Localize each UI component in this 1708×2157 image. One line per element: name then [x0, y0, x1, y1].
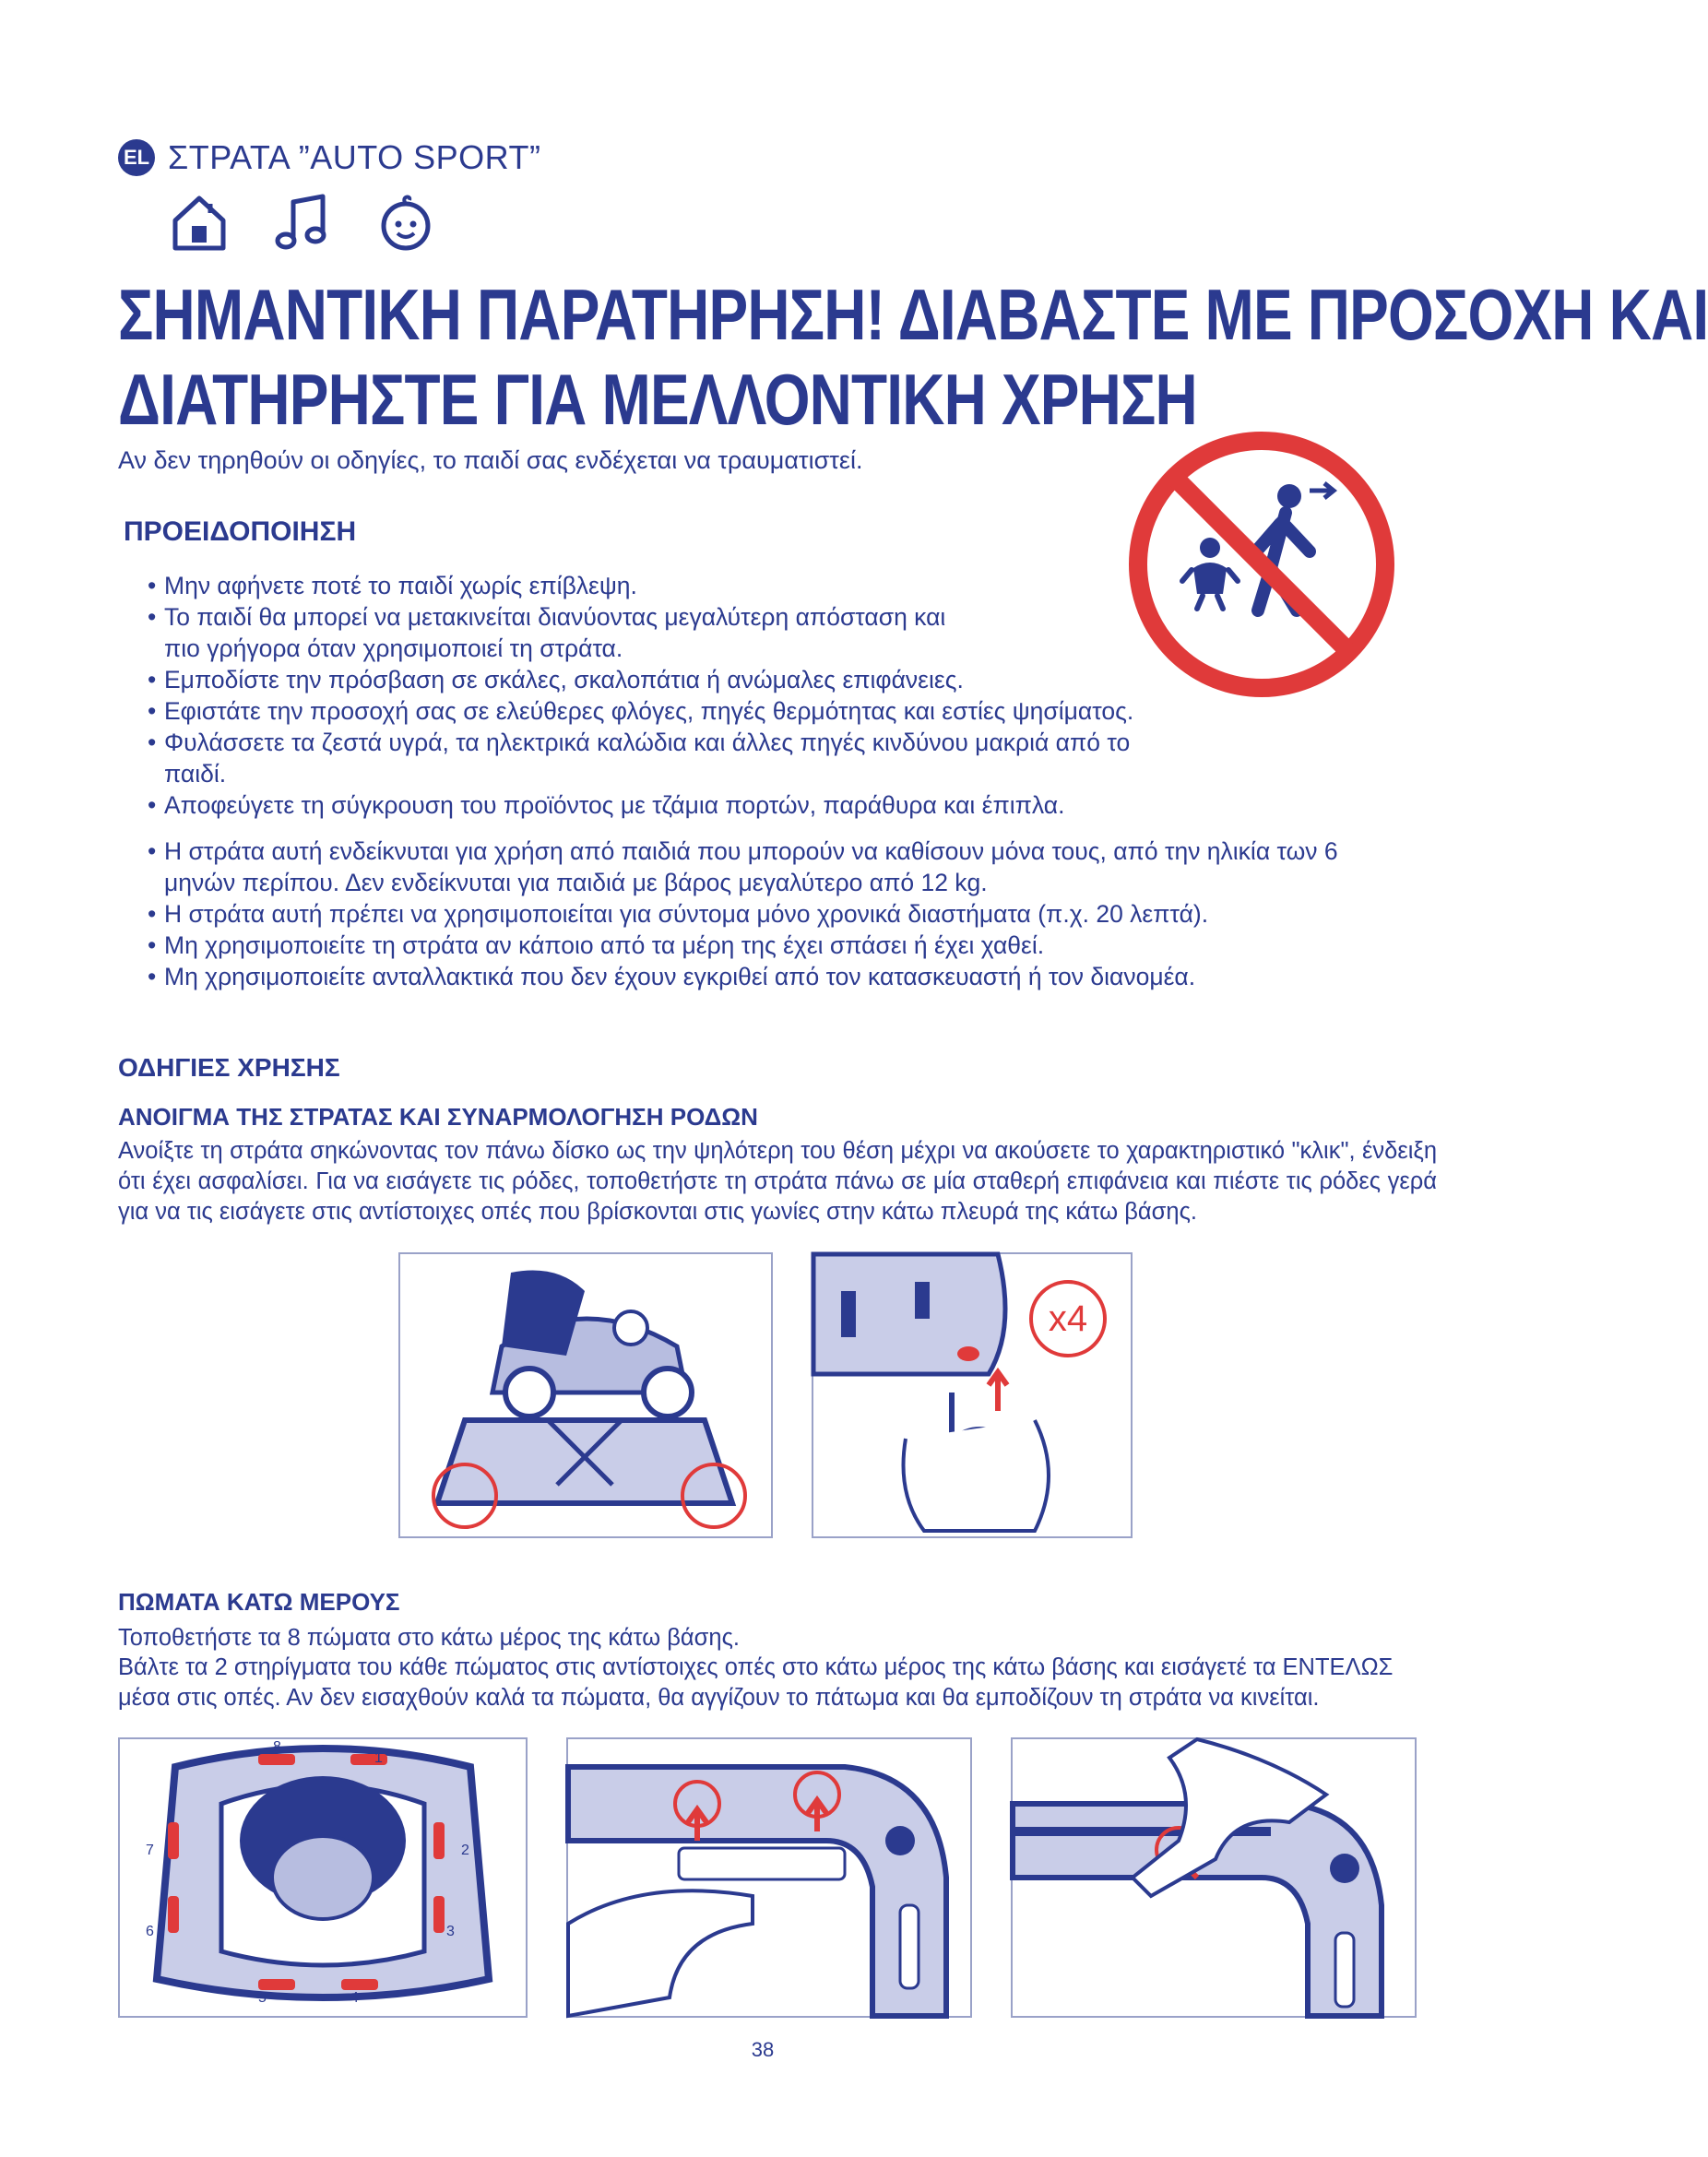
- list-item: • Φυλάσσετε τα ζεστά υγρά, τα ηλεκτρικά καλώδια και άλλες πηγές κινδύνου μακριά από το παιδί.: [148, 727, 1162, 789]
- list-item: • Αποφεύγετε τη σύγκρουση του προϊόντος με τζάμια πορτών, παράθυρα και έπιπλα.: [148, 789, 1162, 821]
- product-title: ΣΤΡΑΤΑ ”AUTO SPORT”: [168, 138, 541, 176]
- cap-number: 7: [146, 1843, 154, 1858]
- cap-number: 3: [446, 1924, 455, 1939]
- baby-face-icon: [373, 189, 439, 255]
- cap-insertion-illustration: [568, 1739, 970, 2016]
- opening-text: Ανοίξτε τη στράτα σηκώνοντας τον πάνω δίσκο ως την ψηλότερη του θέση μέχρι να ακούσετε το χαρακτηριστικό "κλικ", ένδειξη ότι έχει ασφαλίσει. Για να εισάγετε τις ρόδες, τοποθετήστε τη στράτα πάνω σε μία σταθερή επιφάνεια και πιέστε τις ρόδες γερά για να τις εισάγετε στις αντίστοιχες οπές που βρίσκονται στις γωνίες στην κάτω πλευρά της κάτω βάσης.: [118, 1138, 1437, 1225]
- opening-heading: ΑΝΟΙΓΜΑ ΤΗΣ ΣΤΡΑΤΑΣ ΚΑΙ ΣΥΝΑΡΜΟΛΟΓΗΣΗ ΡΟΔΩΝ: [118, 1103, 758, 1131]
- list-item: • Η στράτα αυτή πρέπει να χρησιμοποιείται για σύντομα μόνο χρονικά διαστήματα (π.χ. 20 λεπτά).: [148, 898, 1402, 930]
- main-title: [118, 272, 1708, 442]
- caps-text-2: Βάλτε τα 2 στηρίγματα του κάθε πώματος στις αντίστοιχες οπές στο κάτω μέρος της κάτω βάσης και εισάγετέ τα ΕΝΤΕΛΩΣ μέσα στις οπές. Αν δεν εισαχθούν καλά τα πώματα, θα αγγίζουν το πάτωμα και θα εμποδίζουν τη στράτα να κινείται.: [118, 1654, 1394, 1711]
- cap-pressing-figure: [1011, 1737, 1417, 2018]
- walker-assembly-figure: [398, 1252, 773, 1538]
- caps-heading: ΠΩΜΑΤΑ ΚΑΤΩ ΜΕΡΟΥΣ: [118, 1588, 400, 1616]
- cap-insertion-figure: [566, 1737, 972, 2018]
- cap-number: 6: [146, 1924, 154, 1939]
- list-item: • Μην αφήνετε ποτέ το παιδί χωρίς επίβλεψη.: [148, 570, 1162, 601]
- caps-text-1: Τοποθετήστε τα 8 πώματα στο κάτω μέρος της κάτω βάσης.: [118, 1625, 740, 1651]
- list-item: • Εμποδίστε την πρόσβαση σε σκάλες, σκαλοπάτια ή ανώμαλες επιφάνειες.: [148, 664, 1162, 695]
- no-unattended-child-icon: [1127, 430, 1396, 699]
- cap-number: 4: [350, 1990, 359, 2006]
- warning-list-2: [148, 836, 1402, 992]
- language-badge: EL: [118, 139, 155, 176]
- list-item: • Η στράτα αυτή ενδείκνυται για χρήση από παιδιά που μπορούν να καθίσουν μόνα τους, από την ηλικία των 6 μηνών περίπου. Δεν ενδείκνυται για παιδιά με βάρος μεγαλύτερο από 12 kg.: [148, 836, 1402, 898]
- subtitle: Αν δεν τηρηθούν οι οδηγίες, το παιδί σας ενδέχεται να τραυματιστεί.: [118, 446, 863, 474]
- home-icon: [166, 189, 232, 255]
- music-icon: [269, 189, 336, 255]
- wheel-insertion-illustration: [813, 1254, 1131, 1536]
- cap-pressing-illustration: [1013, 1739, 1415, 2016]
- warning-list-1: [148, 570, 1162, 821]
- list-item: • Μη χρησιμοποιείτε ανταλλακτικά που δεν έχουν εγκριθεί από τον κατασκευαστή ή τον διανομέα.: [148, 961, 1402, 992]
- main-title-line-2: ΔΙΑΤΗΡΗΣΤΕ ΓΙΑ ΜΕΛΛΟΝΤΙΚΗ ΧΡΗΣΗ: [118, 359, 1197, 440]
- cap-number: 8: [273, 1739, 281, 1755]
- instructions-heading: ΟΔΗΓΙΕΣ ΧΡΗΣΗΣ: [118, 1053, 340, 1082]
- list-item: • Εφιστάτε την προσοχή σας σε ελεύθερες φλόγες, πηγές θερμότητας και εστίες ψησίματος.: [148, 695, 1162, 727]
- feature-icons: [166, 189, 439, 255]
- wheel-insertion-figure: [812, 1252, 1133, 1538]
- cap-number: 1: [374, 1750, 383, 1766]
- page-number: 38: [751, 2038, 775, 2061]
- walker-illustration: [400, 1254, 771, 1536]
- list-item: • Μη χρησιμοποιείτε τη στράτα αν κάποιο από τα μέρη της έχει σπάσει ή έχει χαθεί.: [148, 930, 1402, 961]
- cap-positions-illustration: [120, 1739, 526, 2016]
- cap-number: 2: [461, 1843, 469, 1858]
- main-title-line-1: ΣΗΜΑΝΤΙΚΗ ΠΑΡΑΤΗΡΗΣΗ! ΔΙΑΒΑΣΤΕ ΜΕ ΠΡΟΣΟΧΗ ΚΑΙ: [118, 274, 1708, 355]
- quantity-label: x4: [1048, 1298, 1088, 1339]
- language-header: [118, 138, 540, 177]
- cap-number: 5: [258, 1990, 267, 2006]
- warning-heading: ΠΡΟΕΙΔΟΠΟΙΗΣΗ: [124, 516, 357, 547]
- list-item: • Το παιδί θα μπορεί να μετακινείται διανύοντας μεγαλύτερη απόσταση και πιο γρήγορα όταν χρησιμοποιεί τη στράτα.: [148, 601, 957, 664]
- cap-positions-figure: [118, 1737, 528, 2018]
